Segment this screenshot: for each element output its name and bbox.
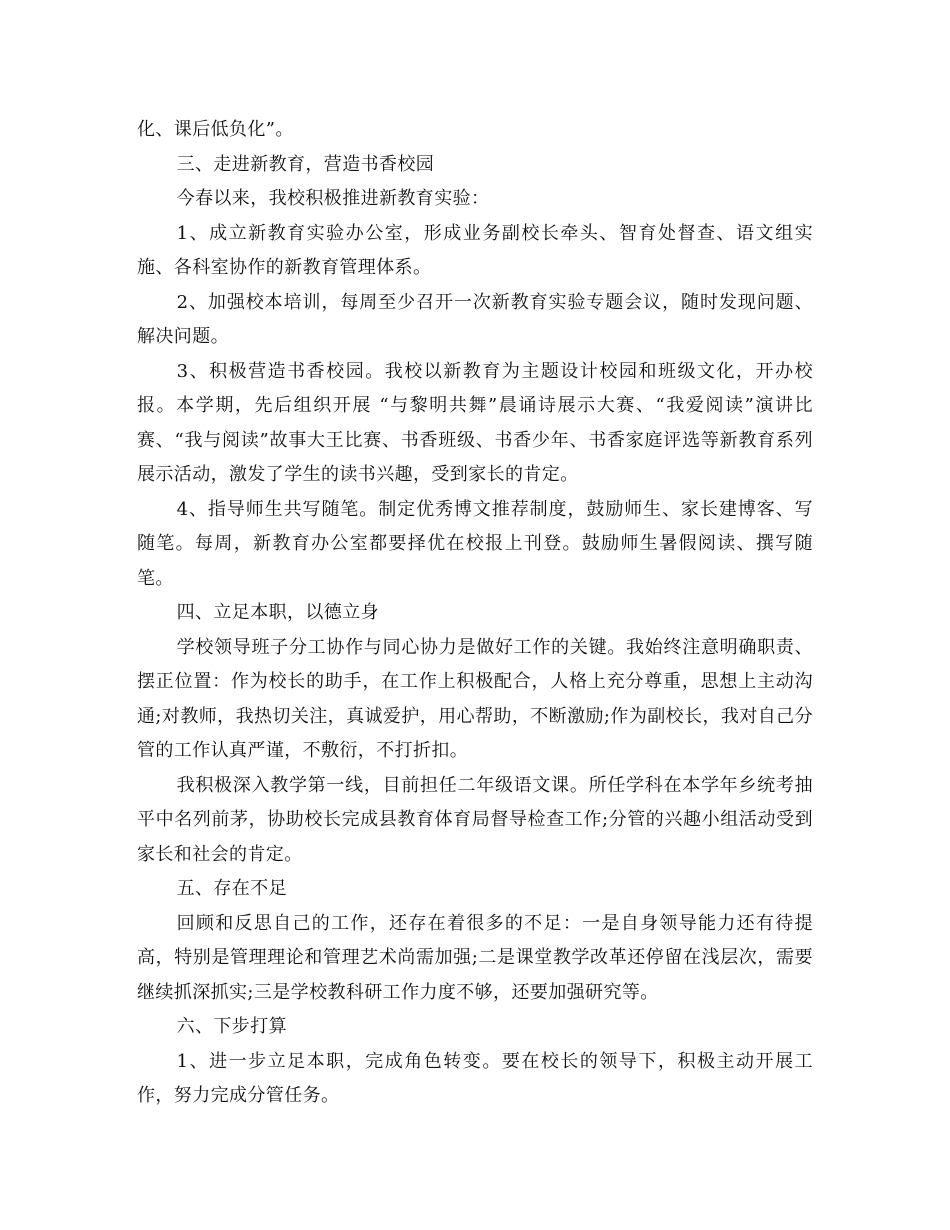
paragraph: 化、课后低负化”。 [137,119,294,140]
section-heading: 三、走进新教育，营造书香校园 [176,153,435,175]
paragraph: 学校领导班子分工协作与同心协力是做好工作的关键。我始终注意明确职责、摆正位置：作为校长的助手，在工作上积极配合，人格上充分尊重，思想上主动沟通;对教师，我热切关注，真诚爱护，用心帮助，不断激励;作为副校长，我对自己分管的工作认真严谨，不敷衍，不打折扣。 [137,636,813,761]
section-heading: 四、立足本职，以德立身 [176,602,379,623]
list-item: 3、积极营造书香校园。我校以新教育为主题设计校园和班级文化，开办校报。本学期，先后组织开展 “与黎明共舞”晨诵诗展示大赛、“我爱阅读”演讲比赛、“我与阅读”故事大王比赛、书香班级、书香少年、书香家庭评选等新教育系列展示活动，激发了学生的读书兴趣，受到家长的肯定。 [137,360,813,485]
list-item: 4、指导师生共写随笔。制定优秀博文推荐制度，鼓励师生、家长建博客、写随笔。每周，新教育办公室都要择优在校报上刊登。鼓励师生暑假阅读、撰写随笔。 [137,498,813,589]
list-item: 1、进一步立足本职，完成角色转变。要在校长的领导下，积极主动开展工作，努力完成分管任务。 [137,1050,813,1106]
paragraph: 回顾和反思自己的工作，还存在着很多的不足：一是自身领导能力还有待提高，特别是管理理论和管理艺术尚需加强;二是课堂教学改革还停留在浅层次，需要继续抓深抓实;三是学校教科研工作力度不够，还要加强研究等。 [137,912,813,1003]
section-heading: 五、存在不足 [176,878,287,899]
section-heading: 六、下步打算 [176,1016,287,1037]
paragraph: 今春以来，我校积极推进新教育实验： [176,188,490,209]
document-body [137,113,813,1114]
paragraph: 我积极深入教学第一线，目前担任二年级语文课。所任学科在本学年乡统考抽平中名列前茅，协助校长完成县教育体育局督导检查工作;分管的兴趣小组活动受到家长和社会的肯定。 [137,774,813,865]
list-item: 2、加强校本培训，每周至少召开一次新教育实验专题会议，随时发现问题、解决问题。 [137,291,813,347]
list-item: 1、成立新教育实验办公室，形成业务副校长牵头、智育处督查、语文组实施、各科室协作的新教育管理体系。 [137,222,813,278]
